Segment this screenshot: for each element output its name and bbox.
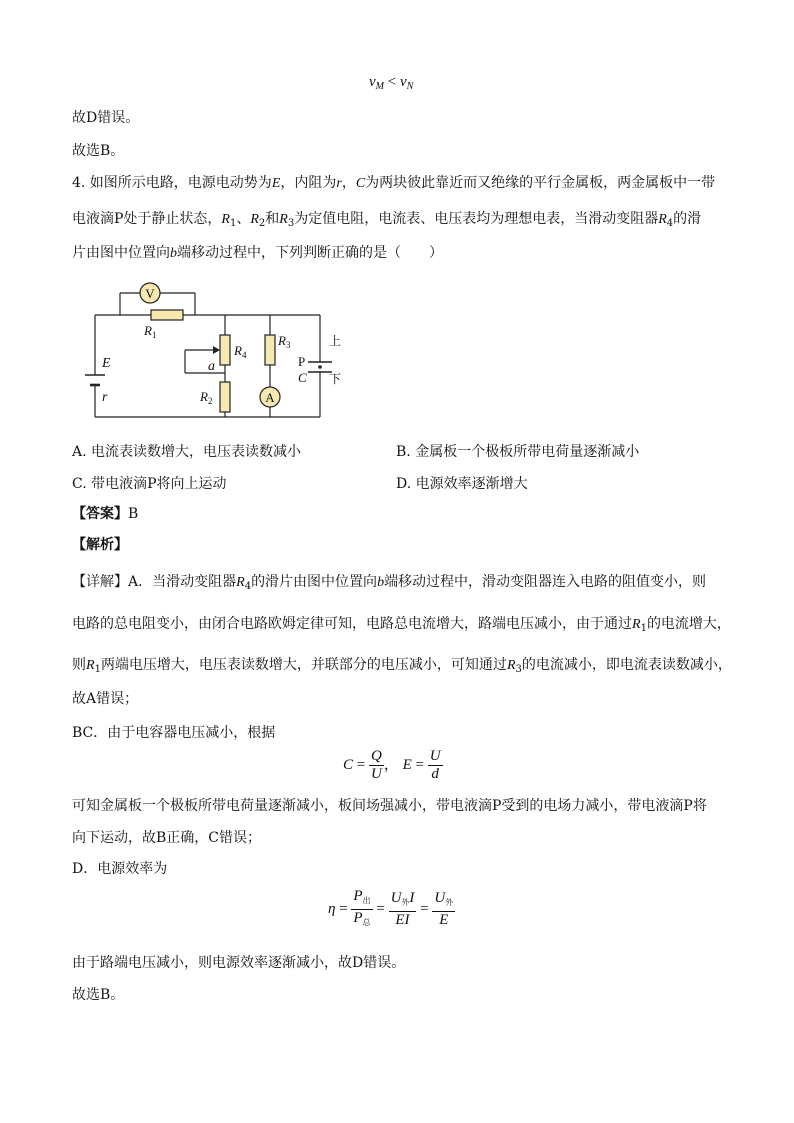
detail-line-7: 向下运动，故B正确，C错误； xyxy=(72,830,261,846)
label-r1: $R_1$ xyxy=(144,323,157,340)
detail-line-10: 故选B。 xyxy=(72,987,125,1003)
d-wrong-text: 故D错误。 xyxy=(72,110,140,126)
choose-b-text: 故选B。 xyxy=(72,143,125,159)
detail-line-1: 【详解】A．当滑动变阻器$R_4$的滑片由图中位置向b端移动过程中，滑动变阻器连入电路的阻值变小，则 xyxy=(72,574,707,592)
circuit-diagram xyxy=(80,275,360,425)
detail-line-4: 故A错误； xyxy=(72,691,139,707)
label-down: 下 xyxy=(329,372,342,386)
efficiency-formula: η = $\frac{P_出}{P_总}$ = $\frac{U_外I}{EI}$ = $\frac{U_外}{E}$ xyxy=(328,888,454,928)
label-r4: $R_4$ xyxy=(234,343,247,360)
detail-line-6: 可知金属板一个极板所带电荷量逐渐减小，板间场强减小，带电液滴P受到的电场力减小，带电液滴P将 xyxy=(72,798,707,814)
droplet-p xyxy=(318,365,322,369)
resistor-r1 xyxy=(151,310,183,320)
option-c: C. 带电液滴P将向上运动 xyxy=(72,476,227,492)
detail-line-2: 电路的总电阻变小，由闭合电路欧姆定律可知，电路总电流增大，路端电压减小，由于通过$R_1$的电流增大， xyxy=(72,616,731,634)
resistor-r4 xyxy=(220,335,230,365)
resistor-r2 xyxy=(220,382,230,412)
label-r3: $R_3$ xyxy=(278,333,291,350)
detail-line-8: D．电源效率为 xyxy=(72,861,168,877)
label-a: a xyxy=(208,359,215,374)
option-a: A. 电流表读数增大，电压表读数减小 xyxy=(72,444,302,460)
capacitance-formula: C = $\frac{Q}{U}$ ， E = $\frac{U}{d}$ xyxy=(343,748,441,782)
option-b: B. 金属板一个极板所带电荷量逐渐减小 xyxy=(396,444,640,460)
label-r2: $R_2$ xyxy=(200,389,213,406)
detail-line-3: 则$R_1$两端电压增大，电压表读数增大，并联部分的电压减小，可知通过$R_3$的电流减小，即电流表读数减小， xyxy=(72,657,732,675)
label-c: C xyxy=(298,370,307,385)
analysis-tag: 【解析】 xyxy=(72,537,128,553)
label-e: E xyxy=(102,356,111,371)
slider-arrow xyxy=(213,346,220,354)
label-r: r xyxy=(102,390,108,405)
question-line-1: 4. 如图所示电路，电源电动势为E，内阻为r，C为两块彼此靠近而又绝缘的平行金属板，两金属板中一带 xyxy=(72,175,716,191)
question-line-2: 电液滴P处于静止状态，$R_1$、$R_2$和$R_3$为定值电阻，电流表、电压表均为理想电表，当滑动变阻器$R_4$的滑 xyxy=(72,211,702,229)
resistor-r3 xyxy=(265,335,275,365)
detail-line-9: 由于路端电压减小，则电源效率逐渐减小，故D错误。 xyxy=(72,955,406,971)
option-d: D. 电源效率逐渐增大 xyxy=(396,476,528,492)
voltmeter-label: V xyxy=(145,286,155,301)
question-line-3: 片由图中位置向b端移动过程中，下列判断正确的是（ ） xyxy=(72,245,443,261)
answer-line: 【答案】B xyxy=(72,506,139,522)
label-up: 上 xyxy=(329,334,342,348)
detail-line-5: BC．由于电容器电压减小，根据 xyxy=(72,725,276,741)
label-p: P xyxy=(298,354,306,369)
ammeter-label: A xyxy=(265,390,275,405)
top-formula: $v_M < v_N$ xyxy=(369,74,414,92)
battery-symbol xyxy=(85,375,105,385)
